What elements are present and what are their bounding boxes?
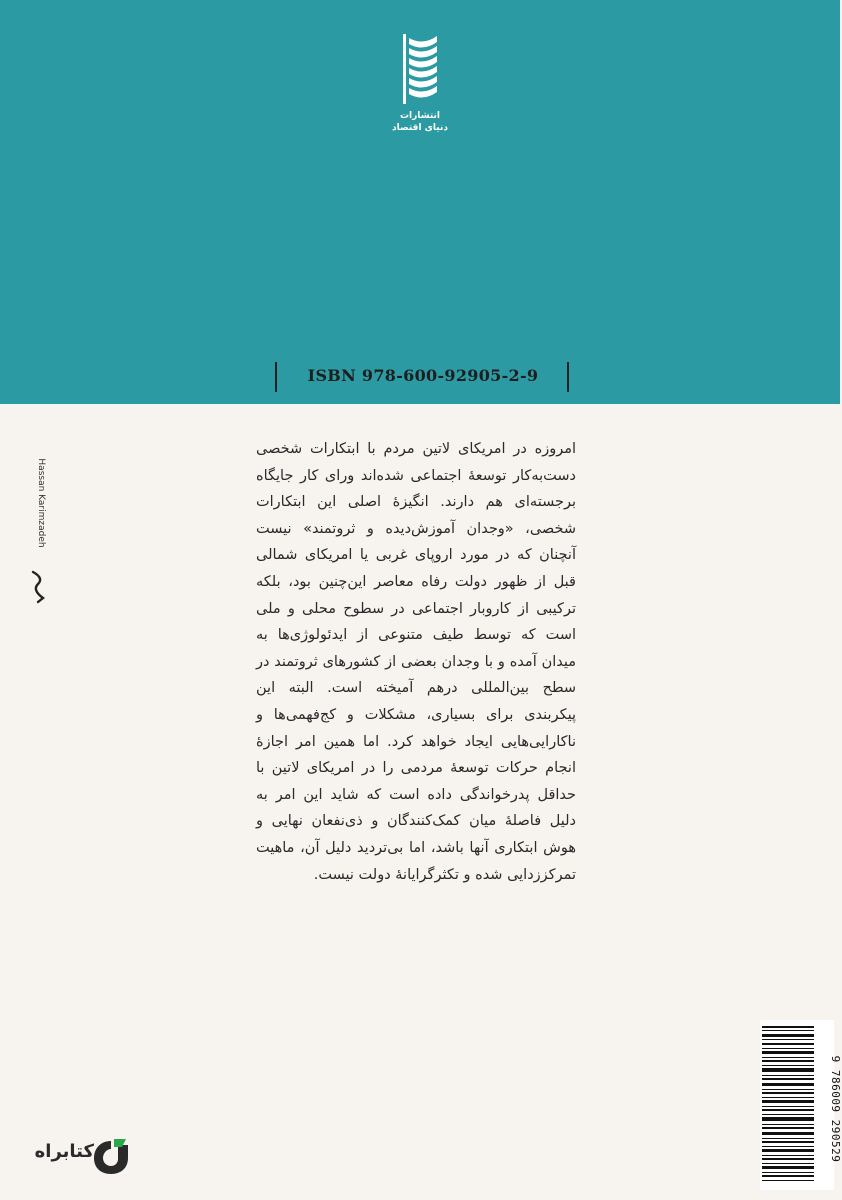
publisher-name — [370, 110, 470, 134]
blurb-paragraph: امروزه در امریکای لاتین مردم با ابتکارات شخصی دست‌به‌کار توسعهٔ اجتماعی شده‌اند ورای کار جایگاه برجسته‌ای هم دارند. انگیزهٔ اصلی این ابتکارات شخصی، «وجدان آموزش‌دیده و ثروتمند» نیست آنچنان که در مورد اروپای غربی یا امریکای شمالی قبل از ظهور دولت رفاه معاصر این‌چنین بود، بلکه ترکیبی از کاروبار اجتماعی در سطوح محلی و ملی است که توسط طیف متنوعی از ایدئولوژی‌ها به میدان آمده و با وجدان بعضی از کشورهای ثروتمند در سطح بین‌المللی درهم آمیخته است. البته این پیکربندی برای بسیاری، مشکلات و کج‌فهمی‌ها و ناکارایی‌هایی ایجاد خواهد کرد. اما همین امر اجازهٔ انجام حرکات توسعهٔ مردمی را در امریکای لاتین با حداقل پدرخواندگی داده است که شاید این امر به دلیل فاصلهٔ میان کمک‌کنندگان و ذی‌نفعان نهایی و هوش ابتکاری آنها باشد، اما بی‌تردید دلیل آن، ماهیت تمرکززدایی شده و تکثرگرایانهٔ دولت نیست. — [256, 441, 576, 883]
isbn-number: ISBN 978-600-92905-2-9 — [307, 366, 539, 385]
store-brand-logo-icon — [92, 1137, 130, 1177]
back-cover-blurb — [256, 436, 576, 888]
store-brand-name: کتابراه — [34, 1141, 94, 1162]
designer-signature-mark-icon — [30, 570, 46, 604]
barcode-digits: 9 786009 290529 — [829, 1055, 842, 1163]
designer-credit: Hassan Karimzadeh — [36, 458, 46, 548]
isbn-barcode — [760, 1020, 834, 1190]
publisher-name-line1: انتشارات — [400, 111, 440, 121]
isbn-left-rule — [275, 362, 277, 392]
publisher-name-line2: دنیای اقتصاد — [392, 123, 448, 133]
isbn-right-rule — [567, 362, 569, 392]
cover-top-panel — [0, 0, 840, 404]
